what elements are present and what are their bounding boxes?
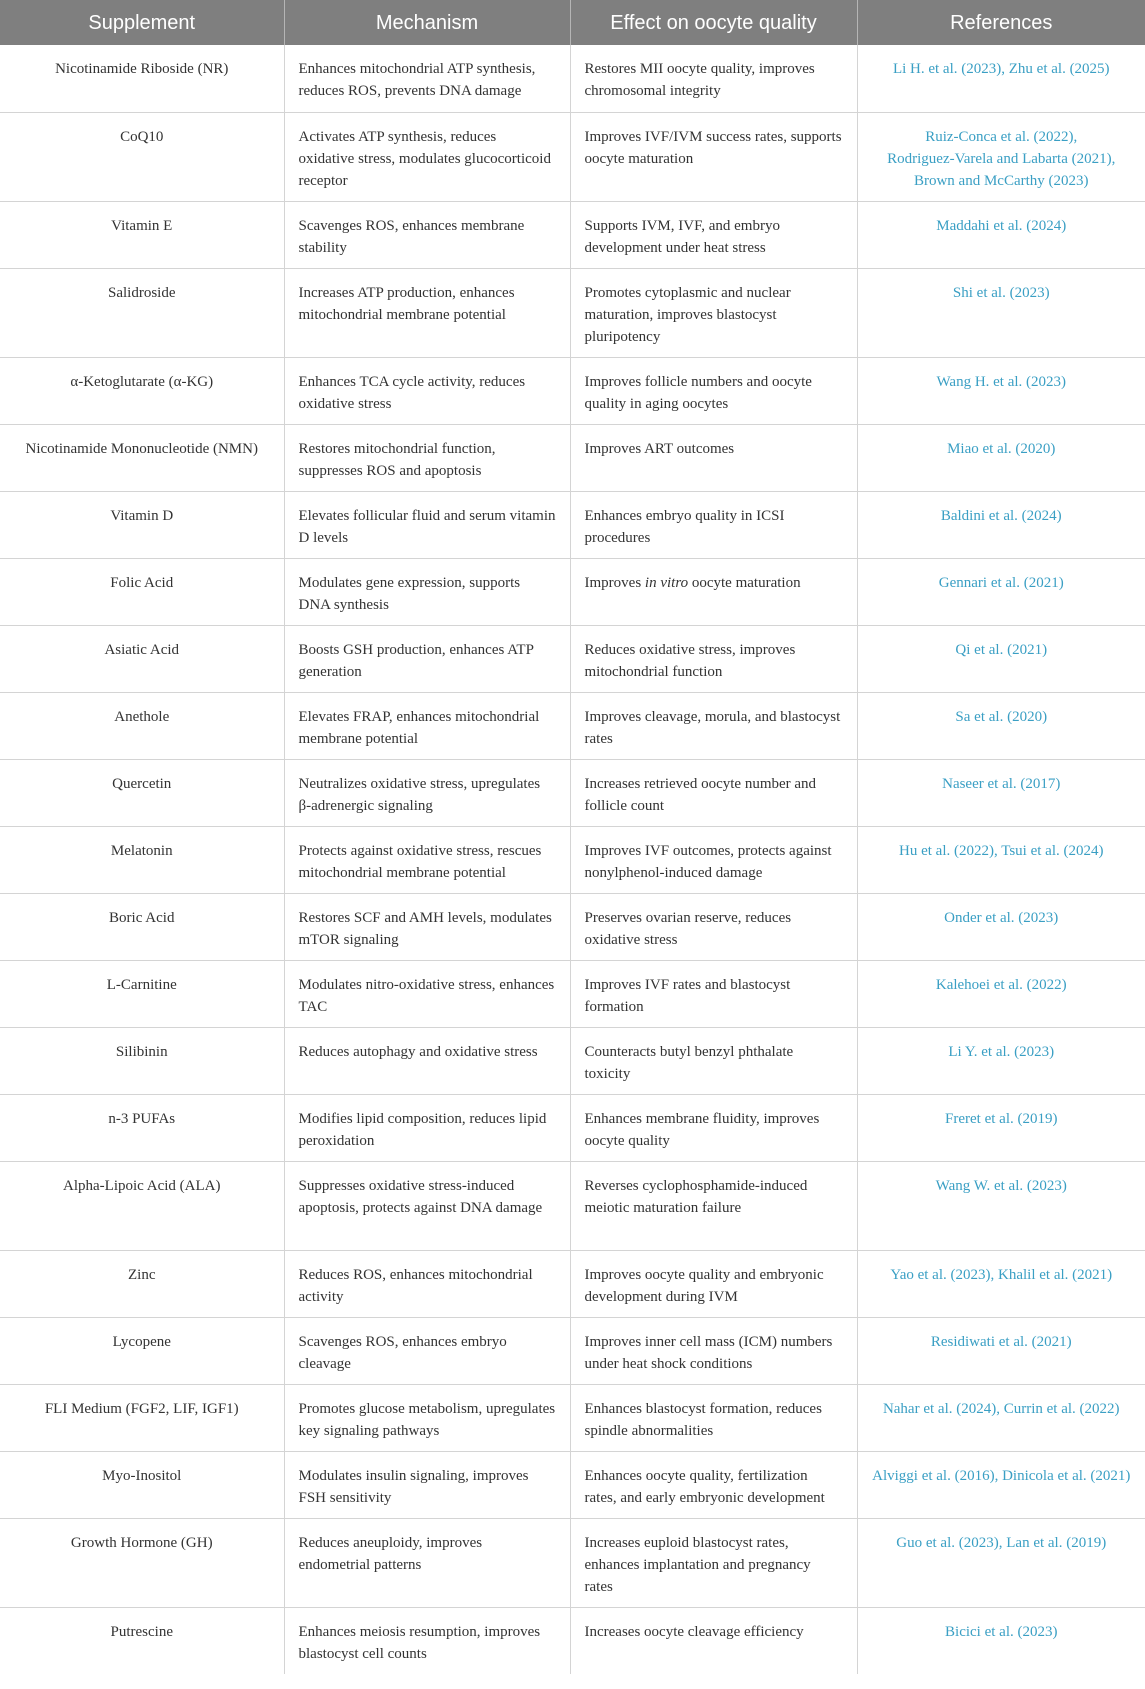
table-row <box>0 268 1145 357</box>
header-mechanism: Mechanism <box>284 0 570 45</box>
mechanism-cell: Modulates insulin signaling, improves FSH sensitivity <box>284 1451 570 1518</box>
supplement-cell: Alpha-Lipoic Acid (ALA) <box>0 1161 284 1250</box>
supplement-cell: Asiatic Acid <box>0 625 284 692</box>
mechanism-cell: Suppresses oxidative stress-induced apoptosis, protects against DNA damage <box>284 1161 570 1250</box>
references-cell: Ruiz-Conca et al. (2022), Rodriguez-Varela and Labarta (2021), Brown and McCarthy (2023) <box>857 112 1145 201</box>
reference-link[interactable]: Zhu et al. (2025) <box>1008 61 1110 77</box>
supplement-cell: Nicotinamide Mononucleotide (NMN) <box>0 424 284 491</box>
supplement-cell: Vitamin D <box>0 491 284 558</box>
references-cell <box>857 1161 1145 1250</box>
reference-link[interactable]: Residiwati et al. (2021) <box>930 1333 1072 1350</box>
reference-link[interactable]: Currin et al. (2022) <box>1003 1400 1120 1417</box>
mechanism-cell: Elevates follicular fluid and serum vitamin D levels <box>284 491 570 558</box>
references-cell <box>857 1094 1145 1161</box>
references-cell: Nahar et al. (2024), Currin et al. (2022) <box>857 1384 1145 1451</box>
references-cell <box>857 201 1145 268</box>
effect-italic-text: in vitro <box>644 574 689 591</box>
mechanism-cell: Reduces aneuploidy, improves endometrial patterns <box>284 1518 570 1607</box>
effect-cell: Enhances blastocyst formation, reduces spindle abnormalities <box>570 1384 857 1451</box>
references-cell <box>857 491 1145 558</box>
effect-cell: Increases retrieved oocyte number and follicle count <box>570 759 857 826</box>
reference-link[interactable]: Nahar et al. (2024) <box>882 1400 997 1417</box>
table-row <box>0 1250 1145 1317</box>
table-row <box>0 1027 1145 1094</box>
table-row <box>0 491 1145 558</box>
table-row <box>0 1094 1145 1161</box>
reference-link[interactable]: Sa et al. (2020) <box>955 708 1048 725</box>
reference-link[interactable]: Wang H. et al. (2023) <box>936 373 1067 390</box>
effect-cell: Improves ART outcomes <box>570 424 857 491</box>
table-row <box>0 625 1145 692</box>
reference-link[interactable]: Li Y. et al. (2023) <box>948 1043 1055 1060</box>
table-row <box>0 112 1145 201</box>
table-row <box>0 558 1145 625</box>
reference-link[interactable]: Ruiz-Conca et al. (2022) <box>925 128 1074 145</box>
reference-link[interactable]: Baldini et al. (2024) <box>940 507 1062 524</box>
references-cell: Li H. et al. (2023), Zhu et al. (2025) <box>857 45 1145 112</box>
reference-link[interactable]: Tsui et al. (2024) <box>1001 842 1104 859</box>
references-cell <box>857 759 1145 826</box>
supplement-cell: Silibinin <box>0 1027 284 1094</box>
mechanism-cell: Modulates nitro-oxidative stress, enhances TAC <box>284 960 570 1027</box>
references-cell <box>857 1317 1145 1384</box>
effect-text: Improves <box>584 574 645 591</box>
effect-cell: Restores MII oocyte quality, improves chromosomal integrity <box>570 45 857 112</box>
reference-link[interactable]: Freret et al. (2019) <box>945 1110 1058 1127</box>
references-cell: Guo et al. (2023), Lan et al. (2019) <box>857 1518 1145 1607</box>
header-references: References <box>857 0 1145 45</box>
references-cell <box>857 268 1145 357</box>
supplement-cell: Folic Acid <box>0 558 284 625</box>
mechanism-cell: Reduces autophagy and oxidative stress <box>284 1027 570 1094</box>
mechanism-cell: Restores SCF and AMH levels, modulates mTOR signaling <box>284 893 570 960</box>
references-cell <box>857 1607 1145 1674</box>
supplement-cell: Zinc <box>0 1250 284 1317</box>
reference-link[interactable]: Shi et al. (2023) <box>952 284 1050 301</box>
supplement-cell: Nicotinamide Riboside (NR) <box>0 45 284 112</box>
mechanism-cell: Protects against oxidative stress, rescues mitochondrial membrane potential <box>284 826 570 893</box>
references-cell <box>857 960 1145 1027</box>
reference-link[interactable]: Miao et al. (2020) <box>947 440 1056 457</box>
effect-cell: Promotes cytoplasmic and nuclear maturation, improves blastocyst pluripotency <box>570 268 857 357</box>
effect-cell: Improves IVF outcomes, protects against nonylphenol-induced damage <box>570 826 857 893</box>
references-cell: Alviggi et al. (2016), Dinicola et al. (2021) <box>857 1451 1145 1518</box>
reference-link[interactable]: Kalehoei et al. (2022) <box>935 976 1067 993</box>
mechanism-cell: Restores mitochondrial function, suppresses ROS and apoptosis <box>284 424 570 491</box>
reference-link[interactable]: Gennari et al. (2021) <box>938 574 1064 591</box>
supplement-cell: FLI Medium (FGF2, LIF, IGF1) <box>0 1384 284 1451</box>
table-row <box>0 424 1145 491</box>
header-row <box>0 0 1145 45</box>
supplement-cell: Growth Hormone (GH) <box>0 1518 284 1607</box>
table-header <box>0 0 1145 45</box>
header-effect: Effect on oocyte quality <box>570 0 857 45</box>
table-row <box>0 357 1145 424</box>
reference-link[interactable]: Rodriguez-Varela and Labarta (2021) <box>887 150 1112 167</box>
reference-link[interactable]: Naseer et al. (2017) <box>942 775 1061 792</box>
effect-cell: Increases euploid blastocyst rates, enhances implantation and pregnancy rates <box>570 1518 857 1607</box>
references-cell: Yao et al. (2023), Khalil et al. (2021) <box>857 1250 1145 1317</box>
supplement-cell: Putrescine <box>0 1607 284 1674</box>
references-cell <box>857 625 1145 692</box>
supplement-cell: α-Ketoglutarate (α-KG) <box>0 357 284 424</box>
mechanism-cell: Modulates gene expression, supports DNA synthesis <box>284 558 570 625</box>
table-row <box>0 960 1145 1027</box>
mechanism-cell: Elevates FRAP, enhances mitochondrial membrane potential <box>284 692 570 759</box>
mechanism-cell: Increases ATP production, enhances mitochondrial membrane potential <box>284 268 570 357</box>
mechanism-cell: Enhances meiosis resumption, improves blastocyst cell counts <box>284 1607 570 1674</box>
mechanism-cell: Scavenges ROS, enhances embryo cleavage <box>284 1317 570 1384</box>
references-cell <box>857 424 1145 491</box>
mechanism-cell: Reduces ROS, enhances mitochondrial activity <box>284 1250 570 1317</box>
mechanism-cell: Neutralizes oxidative stress, upregulates β-adrenergic signaling <box>284 759 570 826</box>
table-row <box>0 1317 1145 1384</box>
table-row <box>0 45 1145 112</box>
supplement-cell: Myo-Inositol <box>0 1451 284 1518</box>
reference-link[interactable]: Qi et al. (2021) <box>955 641 1048 658</box>
effect-cell: Preserves ovarian reserve, reduces oxidative stress <box>570 893 857 960</box>
table-row <box>0 826 1145 893</box>
effect-cell: Counteracts butyl benzyl phthalate toxicity <box>570 1027 857 1094</box>
supplement-cell: Salidroside <box>0 268 284 357</box>
reference-link[interactable]: Khalil et al. (2021) <box>998 1266 1113 1283</box>
effect-cell: Increases oocyte cleavage efficiency <box>570 1607 857 1674</box>
references-cell: Hu et al. (2022), Tsui et al. (2024) <box>857 826 1145 893</box>
reference-link[interactable]: Brown and McCarthy (2023) <box>913 172 1089 189</box>
table-row <box>0 692 1145 759</box>
table-row <box>0 893 1145 960</box>
references-cell <box>857 558 1145 625</box>
table-row <box>0 201 1145 268</box>
supplement-cell: CoQ10 <box>0 112 284 201</box>
effect-cell: Improves oocyte quality and embryonic development during IVM <box>570 1250 857 1317</box>
table-row <box>0 1451 1145 1518</box>
effect-cell: Reduces oxidative stress, improves mitochondrial function <box>570 625 857 692</box>
effect-text: oocyte maturation <box>688 574 801 591</box>
mechanism-cell: Modifies lipid composition, reduces lipid peroxidation <box>284 1094 570 1161</box>
effect-cell: Improves cleavage, morula, and blastocyst rates <box>570 692 857 759</box>
mechanism-cell: Boosts GSH production, enhances ATP generation <box>284 625 570 692</box>
effect-cell: Improves inner cell mass (ICM) numbers under heat shock conditions <box>570 1317 857 1384</box>
table-body <box>0 45 1145 1674</box>
supplement-cell: Melatonin <box>0 826 284 893</box>
mechanism-cell: Enhances mitochondrial ATP synthesis, reduces ROS, prevents DNA damage <box>284 45 570 112</box>
reference-link[interactable]: Yao et al. (2023) <box>890 1266 991 1283</box>
reference-link[interactable]: Onder et al. (2023) <box>944 909 1059 926</box>
reference-link[interactable]: Dinicola et al. (2021) <box>1002 1467 1131 1484</box>
table-row <box>0 1161 1145 1250</box>
references-cell <box>857 1027 1145 1094</box>
effect-cell: Improves IVF rates and blastocyst formation <box>570 960 857 1027</box>
mechanism-cell: Scavenges ROS, enhances membrane stability <box>284 201 570 268</box>
supplement-cell: Boric Acid <box>0 893 284 960</box>
reference-link[interactable]: Alviggi et al. (2016) <box>872 1467 995 1484</box>
reference-link[interactable]: Guo et al. (2023) <box>896 1534 999 1551</box>
reference-link[interactable]: Maddahi et al. (2024) <box>936 217 1067 234</box>
table-row <box>0 759 1145 826</box>
references-cell <box>857 893 1145 960</box>
supplement-cell: Lycopene <box>0 1317 284 1384</box>
references-cell <box>857 692 1145 759</box>
reference-link[interactable]: Wang W. et al. (2023) <box>935 1177 1067 1194</box>
supplement-cell: Quercetin <box>0 759 284 826</box>
mechanism-cell: Activates ATP synthesis, reduces oxidative stress, modulates glucocorticoid receptor <box>284 112 570 201</box>
table-row <box>0 1607 1145 1674</box>
effect-cell: Improves follicle numbers and oocyte quality in aging oocytes <box>570 357 857 424</box>
effect-cell: Enhances oocyte quality, fertilization rates, and early embryonic development <box>570 1451 857 1518</box>
mechanism-cell: Enhances TCA cycle activity, reduces oxidative stress <box>284 357 570 424</box>
effect-cell <box>570 558 857 625</box>
supplement-cell: n-3 PUFAs <box>0 1094 284 1161</box>
mechanism-cell: Promotes glucose metabolism, upregulates key signaling pathways <box>284 1384 570 1451</box>
supplement-cell: L-Carnitine <box>0 960 284 1027</box>
effect-cell: Supports IVM, IVF, and embryo development under heat stress <box>570 201 857 268</box>
table-row <box>0 1518 1145 1607</box>
effect-cell: Enhances membrane fluidity, improves oocyte quality <box>570 1094 857 1161</box>
references-cell <box>857 357 1145 424</box>
supplement-cell: Vitamin E <box>0 201 284 268</box>
table-row <box>0 1384 1145 1451</box>
reference-link[interactable]: Hu et al. (2022) <box>899 842 994 859</box>
effect-cell: Improves IVF/IVM success rates, supports oocyte maturation <box>570 112 857 201</box>
reference-link[interactable]: Li H. et al. (2023) <box>892 61 1002 77</box>
effect-cell: Reverses cyclophosphamide-induced meiotic maturation failure <box>570 1161 857 1250</box>
header-supplement: Supplement <box>0 0 284 45</box>
reference-link[interactable]: Bicici et al. (2023) <box>945 1623 1058 1640</box>
reference-link[interactable]: Lan et al. (2019) <box>1006 1534 1107 1551</box>
effect-cell: Enhances embryo quality in ICSI procedures <box>570 491 857 558</box>
supplement-cell: Anethole <box>0 692 284 759</box>
